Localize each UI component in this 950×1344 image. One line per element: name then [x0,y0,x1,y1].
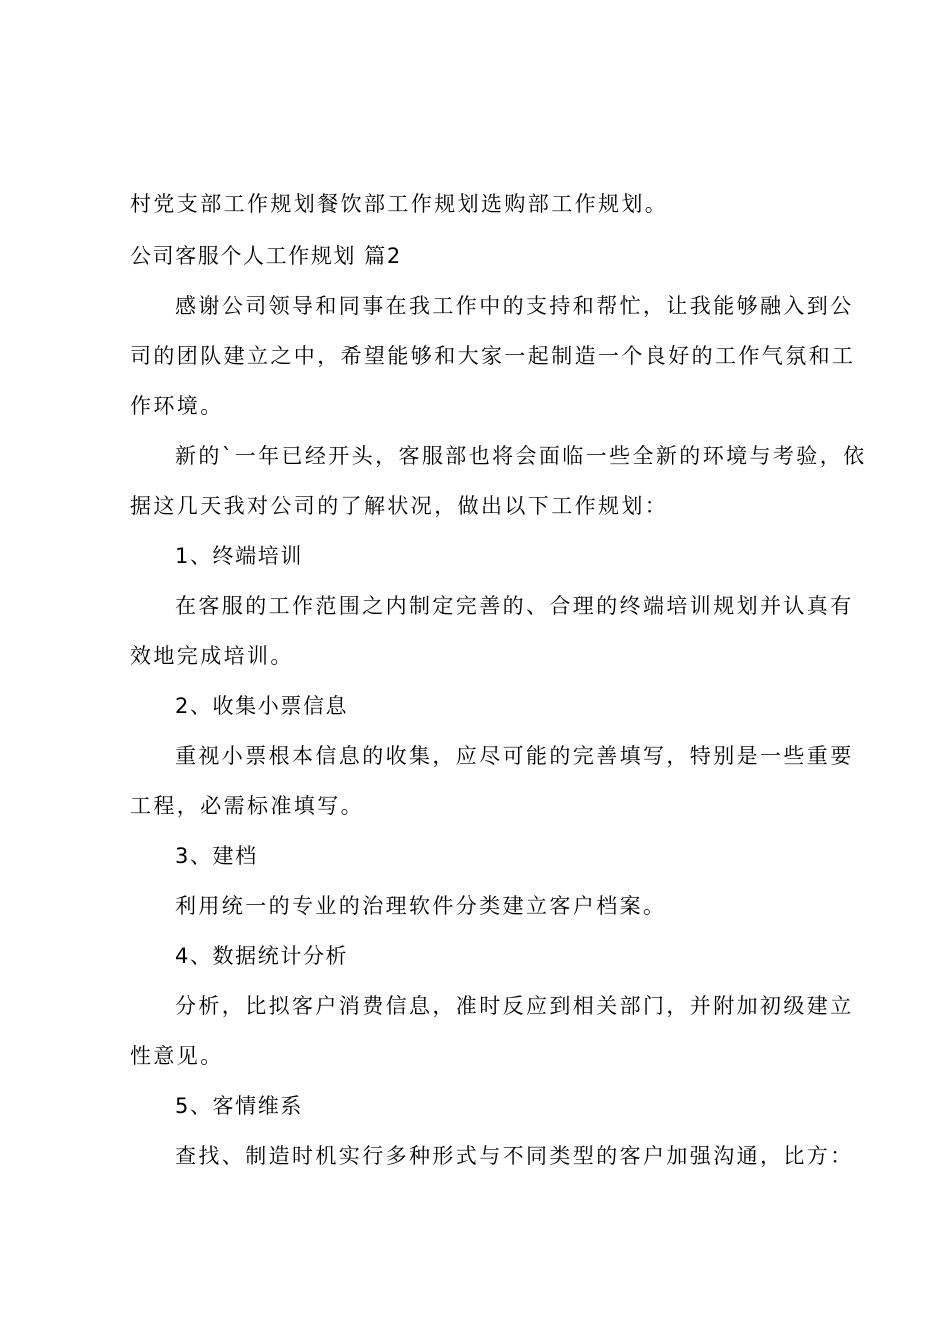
paragraph-line: 工程，必需标准填写。 [130,794,364,818]
paragraph-line: 感谢公司领导和同事在我工作中的支持和帮忙，让我能够融入到公 [175,294,854,318]
paragraph-line: 在客服的工作范围之内制定完善的、合理的终端培训规划并认真有 [175,594,854,618]
paragraph-line: 作环境。 [130,394,224,418]
paragraph-line: 新的`一年已经开头，客服部也将会面临一些全新的环境与考验，依 [175,444,867,468]
list-heading-2: 2、收集小票信息 [175,694,349,718]
paragraph-line: 性意见。 [130,1044,224,1068]
list-heading-3: 3、建档 [175,844,258,868]
paragraph-line: 查找、制造时机实行多种形式与不同类型的客户加强沟通，比方： [175,1144,854,1168]
text-line-continuation: 村党支部工作规划餐饮部工作规划选购部工作规划。 [130,192,669,216]
paragraph-line: 司的团队建立之中，希望能够和大家一起制造一个良好的工作气氛和工 [130,344,856,368]
paragraph-line: 利用统一的专业的治理软件分类建立客户档案。 [175,894,667,918]
list-heading-5: 5、客情维系 [175,1094,303,1118]
list-heading-1: 1、终端培训 [175,544,303,568]
list-heading-4: 4、数据统计分析 [175,944,349,968]
paragraph-line: 据这几天我对公司的了解状况，做出以下工作规划： [130,494,669,518]
paragraph-line: 分析，比拟客户消费信息，准时反应到相关部门，并附加初级建立 [175,994,854,1018]
paragraph-line: 重视小票根本信息的收集，应尽可能的完善填写，特别是一些重要 [175,744,854,768]
section-heading: 公司客服个人工作规划 篇2 [130,244,402,268]
paragraph-line: 效地完成培训。 [130,644,294,668]
